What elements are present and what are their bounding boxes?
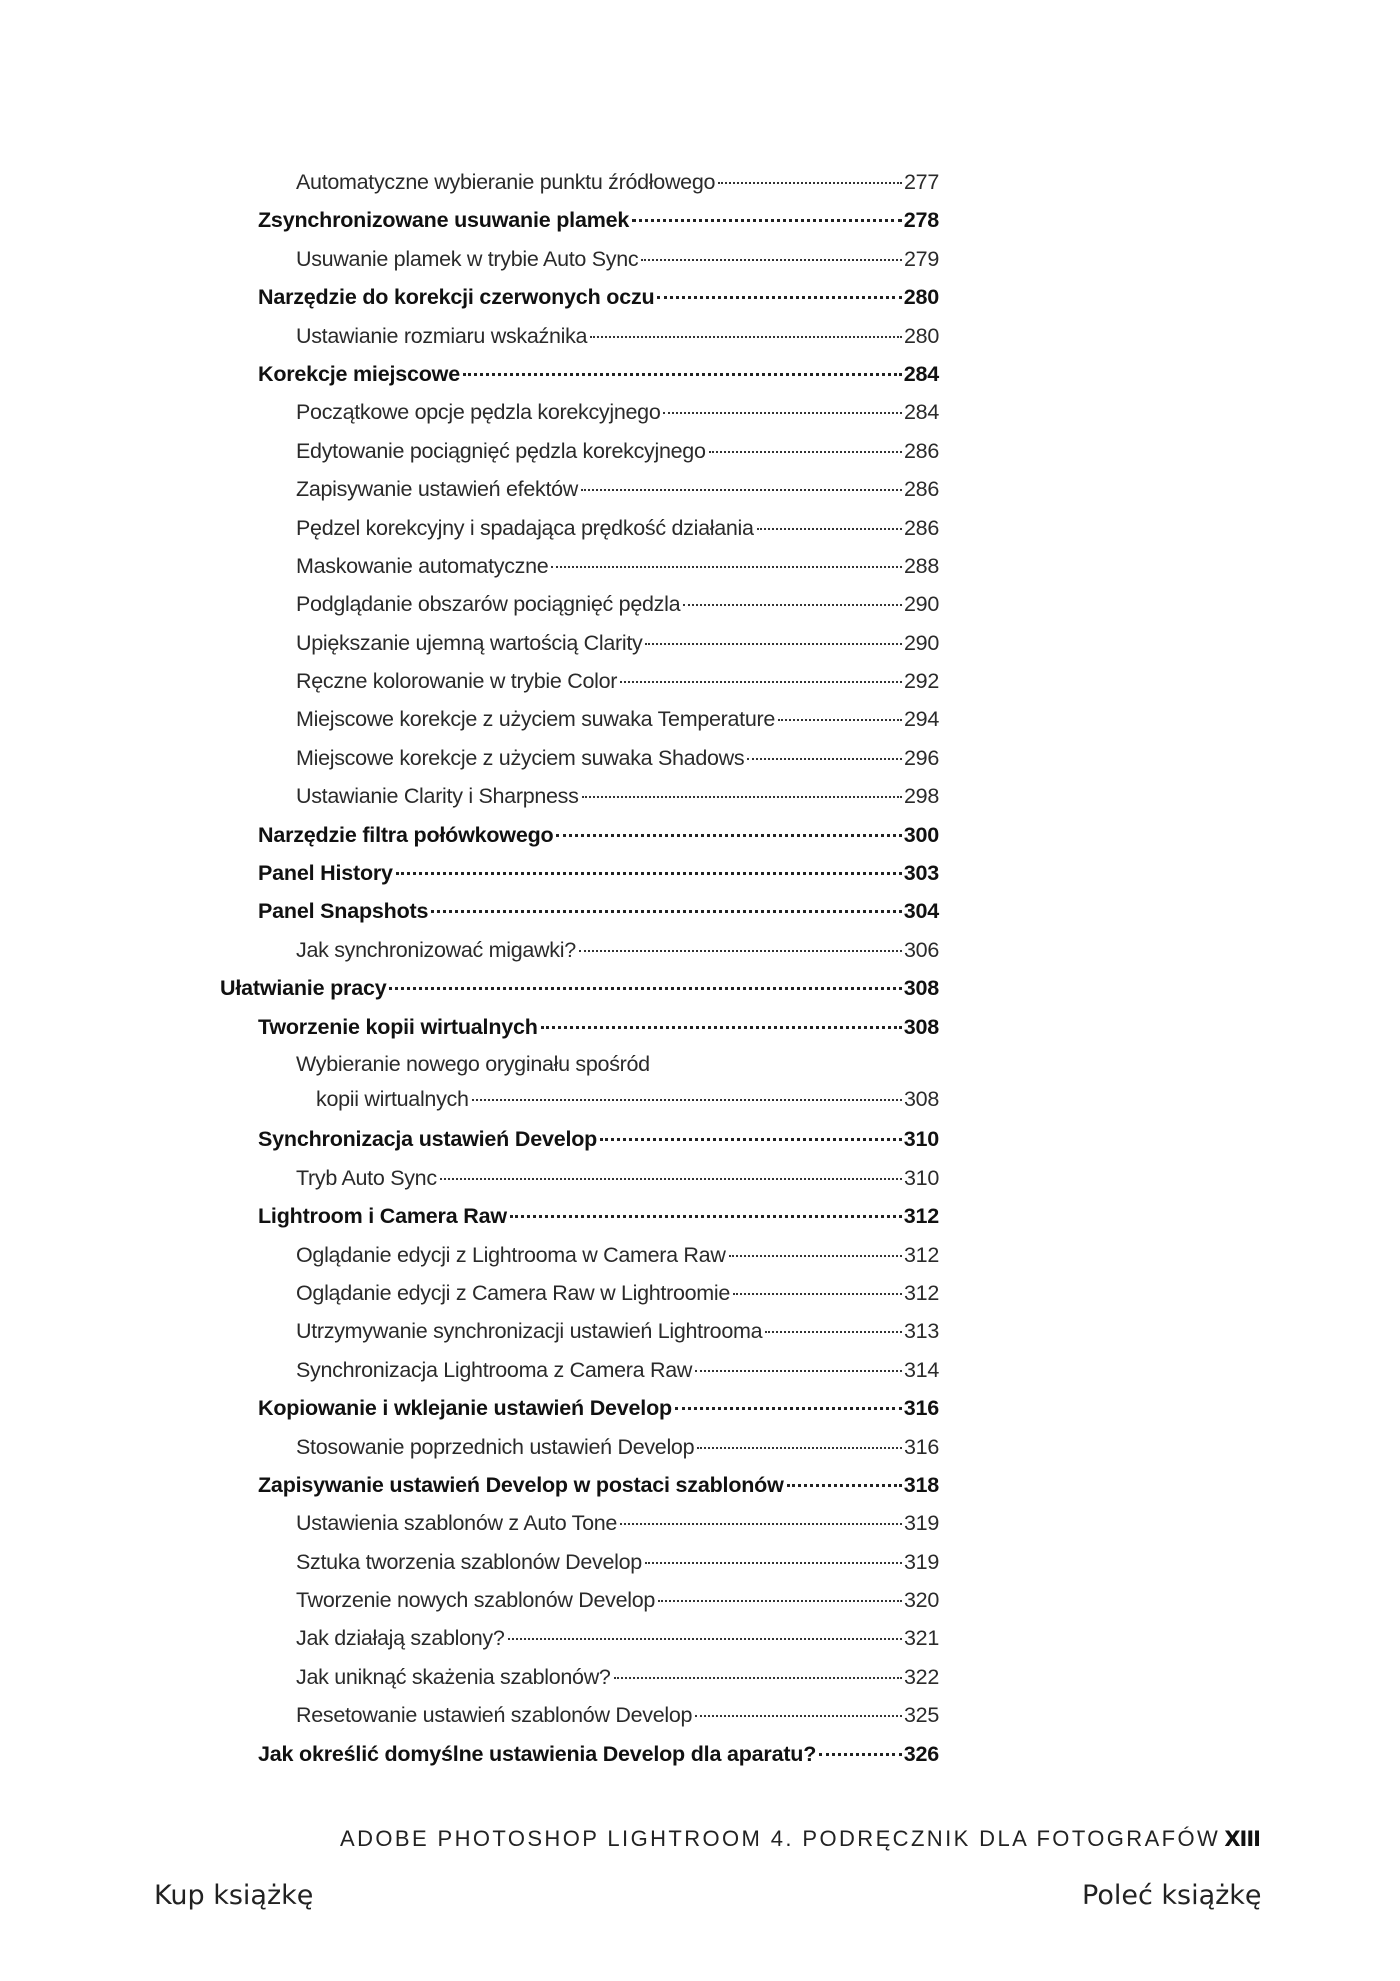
dot-leader: [396, 872, 902, 875]
toc-entry: [296, 1619, 939, 1657]
toc-entry: [258, 278, 939, 316]
toc-entry-title: Początkowe opcje pędzla korekcyjnego: [296, 400, 661, 425]
toc-entry: [296, 317, 939, 355]
toc-entry-page: 277: [904, 170, 939, 194]
dot-leader: [645, 1562, 902, 1564]
dot-leader: [632, 219, 902, 222]
toc-entry: [258, 1120, 939, 1158]
toc-entry: [296, 739, 939, 777]
toc-entry-page: 312: [904, 1280, 939, 1305]
toc-entry-title: Ustawienia szablonów z Auto Tone: [296, 1511, 618, 1536]
toc-entry: [296, 1236, 939, 1274]
toc-entry-page: 290: [904, 630, 939, 655]
toc-entry-page: 318: [903, 1472, 939, 1497]
toc-entry: [296, 547, 939, 585]
toc-entry: [296, 1046, 939, 1120]
toc-entry: [296, 1351, 939, 1389]
toc-entry-title: Stosowanie poprzednich ustawień Develop: [296, 1434, 695, 1459]
toc-entry-title: Synchronizacja Lightrooma z Camera Raw: [296, 1357, 693, 1382]
dot-leader: [819, 1753, 902, 1756]
toc-entry-title: Korekcje miejscowe: [258, 361, 460, 386]
toc-entry-title: Resetowanie ustawień szablonów Develop: [296, 1703, 693, 1728]
toc-entry-page: 294: [904, 707, 939, 732]
dot-leader: [663, 412, 902, 414]
dot-leader: [645, 643, 902, 645]
toc-entry-title: Narzędzie filtra połówkowego: [258, 822, 554, 847]
toc-entry: [258, 892, 939, 930]
toc-entry-page: 280: [903, 285, 939, 310]
toc-entry: [258, 854, 939, 892]
toc-entry-title: Oglądanie edycji z Lightrooma w Camera Raw: [296, 1242, 726, 1267]
toc-entry-page: 304: [903, 899, 939, 924]
toc-entry-title: Lightroom i Camera Raw: [258, 1204, 507, 1229]
toc-entry: [296, 509, 939, 547]
toc-entry-title: Tworzenie kopii wirtualnych: [258, 1014, 538, 1039]
dot-leader: [718, 182, 902, 184]
dot-leader: [614, 1677, 902, 1679]
toc-entry-page: 306: [904, 937, 939, 962]
toc-entry: [296, 662, 939, 700]
toc-entry-title: Edytowanie pociągnięć pędzla korekcyjnego: [296, 438, 706, 463]
toc-entry-title: Oglądanie edycji z Camera Raw w Lightroomie: [296, 1280, 731, 1305]
toc-entry-title: Sztuka tworzenia szablonów Develop: [296, 1549, 642, 1574]
dot-leader: [389, 987, 901, 990]
toc-entry-page: 326: [903, 1741, 939, 1766]
toc-entry-title: Jak uniknąć skażenia szablonów?: [296, 1664, 611, 1689]
dot-leader: [620, 1523, 902, 1525]
toc-entry-title: Automatyczne wybieranie punktu źródłowego: [296, 170, 716, 194]
toc-entry-page: 286: [904, 515, 939, 540]
toc-entry: [296, 585, 939, 623]
toc-entry-page: 296: [904, 745, 939, 770]
toc-entry-title: Synchronizacja ustawień Develop: [258, 1127, 598, 1152]
toc-entry-page: 279: [904, 246, 939, 271]
toc-entry-title: Podglądanie obszarów pociągnięć pędzla: [296, 592, 681, 617]
toc-entry-page: 321: [904, 1626, 939, 1651]
toc-entry: [296, 1428, 939, 1466]
dot-leader: [551, 566, 902, 568]
toc-entry-page: 308: [904, 1086, 939, 1111]
toc-entry-title: Ustawianie rozmiaru wskaźnika: [296, 323, 588, 348]
toc-entry: [296, 1312, 939, 1350]
dot-leader: [620, 681, 902, 683]
toc-entry-title: Tworzenie nowych szablonów Develop: [296, 1588, 656, 1613]
toc-entry-title: Maskowanie automatyczne: [296, 553, 549, 578]
dot-leader: [641, 259, 902, 261]
toc-entry-title: Ułatwianie pracy: [220, 976, 387, 1001]
toc-entry-title: Tryb Auto Sync: [296, 1165, 437, 1190]
toc-entry-page: 300: [903, 822, 939, 847]
book-title: ADOBE PHOTOSHOP LIGHTROOM 4. PODRĘCZNIK DLA FOTOGRAFÓW: [340, 1826, 1221, 1851]
dot-leader: [431, 910, 901, 913]
dot-leader: [765, 1331, 902, 1333]
dot-leader: [697, 1447, 902, 1449]
toc-entry-page: 316: [904, 1434, 939, 1459]
dot-leader: [683, 604, 902, 606]
toc-entry-page: 308: [903, 1014, 939, 1039]
toc-entry: [296, 432, 939, 470]
toc-entry: [296, 1581, 939, 1619]
toc-entry-title: Usuwanie plamek w trybie Auto Sync: [296, 246, 639, 271]
toc-entry: [296, 700, 939, 738]
toc-entry: [296, 1696, 939, 1734]
toc-entry-title: Kopiowanie i wklejanie ustawień Develop: [258, 1396, 672, 1421]
dot-leader: [556, 834, 901, 837]
toc-entry-page: 292: [904, 669, 939, 694]
toc-entry-title: Ustawianie Clarity i Sharpness: [296, 784, 579, 809]
toc-entry-title: Panel History: [258, 861, 393, 886]
toc-entry-title: Upiększanie ujemną wartością Clarity: [296, 630, 643, 655]
toc-entry-page: 280: [904, 323, 939, 348]
toc-entry-title: Jak synchronizować migawki?: [296, 937, 576, 962]
dot-leader: [778, 719, 902, 721]
dot-leader: [579, 950, 902, 952]
toc-entry-title: Panel Snapshots: [258, 899, 429, 924]
toc-entry-page: 314: [904, 1357, 939, 1382]
dot-leader: [747, 758, 902, 760]
running-footer: [340, 1826, 1260, 1852]
toc-entry-page: 286: [904, 438, 939, 463]
toc-entry-page: 284: [903, 361, 939, 386]
dot-leader: [729, 1255, 902, 1257]
toc-entry: [296, 1274, 939, 1312]
toc-entry: [258, 1008, 939, 1046]
toc-entry-page: 308: [903, 976, 939, 1001]
toc-entry-title: Zapisywanie ustawień efektów: [296, 477, 578, 502]
toc-entry-title: Pędzel korekcyjny i spadająca prędkość działania: [296, 515, 754, 540]
toc-entry: [296, 1543, 939, 1581]
toc-entry: [258, 355, 939, 393]
dot-leader: [757, 528, 902, 530]
dot-leader: [733, 1293, 902, 1295]
dot-leader: [582, 796, 902, 798]
toc-entry: [296, 931, 939, 969]
toc-entry-page: 310: [904, 1165, 939, 1190]
toc-entry-title: Jak działają szablony?: [296, 1626, 505, 1651]
toc-entry-page: 303: [903, 861, 939, 886]
buy-book-link[interactable]: Kup książkę: [154, 1880, 314, 1911]
recommend-book-link[interactable]: Poleć książkę: [1082, 1880, 1262, 1911]
toc-entry: [296, 470, 939, 508]
toc-entry-title-continued: kopii wirtualnych: [316, 1086, 469, 1111]
toc-entry: [258, 1466, 939, 1504]
toc-entry-page: 284: [904, 400, 939, 425]
toc-entry-page: 312: [904, 1242, 939, 1267]
toc-entry: [258, 1197, 939, 1235]
dot-leader: [657, 296, 901, 299]
toc-entry-page: 288: [904, 553, 939, 578]
toc-entry-page: 325: [904, 1703, 939, 1728]
toc-entry: [258, 1389, 939, 1427]
toc-entry: [296, 1658, 939, 1696]
toc-entry: [258, 1735, 939, 1773]
toc-entry-page: 313: [904, 1319, 939, 1344]
toc-entry-page: 290: [904, 592, 939, 617]
toc-entry: [296, 240, 939, 278]
dot-leader: [508, 1638, 902, 1640]
toc-entry-title: Ręczne kolorowanie w trybie Color: [296, 669, 618, 694]
toc-entry-page: 310: [903, 1127, 939, 1152]
toc-entry-title: Miejscowe korekcje z użyciem suwaka Temperature: [296, 707, 775, 732]
toc-entry: [258, 201, 939, 239]
toc-entry-page: 278: [903, 208, 939, 233]
dot-leader: [787, 1484, 902, 1487]
toc-entry-page: 320: [904, 1588, 939, 1613]
toc-entry-title: Narzędzie do korekcji czerwonych oczu: [258, 285, 655, 310]
toc-entry-page: 312: [903, 1204, 939, 1229]
toc-entry-page: 319: [904, 1549, 939, 1574]
toc-entry-page: 322: [904, 1664, 939, 1689]
table-of-contents: [0, 163, 1400, 1773]
dot-leader: [510, 1215, 902, 1218]
toc-entry: [296, 1504, 939, 1542]
toc-entry-title: Miejscowe korekcje z użyciem suwaka Shadows: [296, 745, 745, 770]
dot-leader: [695, 1370, 902, 1372]
dot-leader: [440, 1178, 902, 1180]
toc-entry-continuation: [296, 1082, 939, 1120]
toc-entry: [296, 624, 939, 662]
toc-entry: [296, 163, 939, 201]
toc-entry-page: 316: [903, 1396, 939, 1421]
toc-entry-title: Zapisywanie ustawień Develop w postaci szablonów: [258, 1472, 784, 1497]
dot-leader: [709, 451, 902, 453]
toc-entry: [296, 393, 939, 431]
dot-leader: [658, 1600, 902, 1602]
dot-leader: [463, 373, 902, 376]
dot-leader: [695, 1715, 902, 1717]
toc-entry: [220, 969, 939, 1007]
dot-leader: [590, 336, 902, 338]
toc-entry-title: Utrzymywanie synchronizacji ustawień Lightrooma: [296, 1319, 763, 1344]
page-number: XIII: [1224, 1827, 1260, 1851]
toc-entry-page: 319: [904, 1511, 939, 1536]
toc-entry-title: Wybieranie nowego oryginału spośród: [296, 1051, 650, 1076]
dot-leader: [541, 1026, 902, 1029]
toc-entry: [296, 1159, 939, 1197]
toc-entry: [296, 777, 939, 815]
dot-leader: [675, 1407, 902, 1410]
dot-leader: [581, 489, 902, 491]
toc-entry-page: 286: [904, 477, 939, 502]
dot-leader: [600, 1138, 902, 1141]
toc-entry-title: Zsynchronizowane usuwanie plamek: [258, 208, 630, 233]
toc-entry-title: Jak określić domyślne ustawienia Develop dla aparatu?: [258, 1741, 817, 1766]
toc-entry: [258, 816, 939, 854]
toc-entry-page: 298: [904, 784, 939, 809]
dot-leader: [472, 1099, 902, 1101]
